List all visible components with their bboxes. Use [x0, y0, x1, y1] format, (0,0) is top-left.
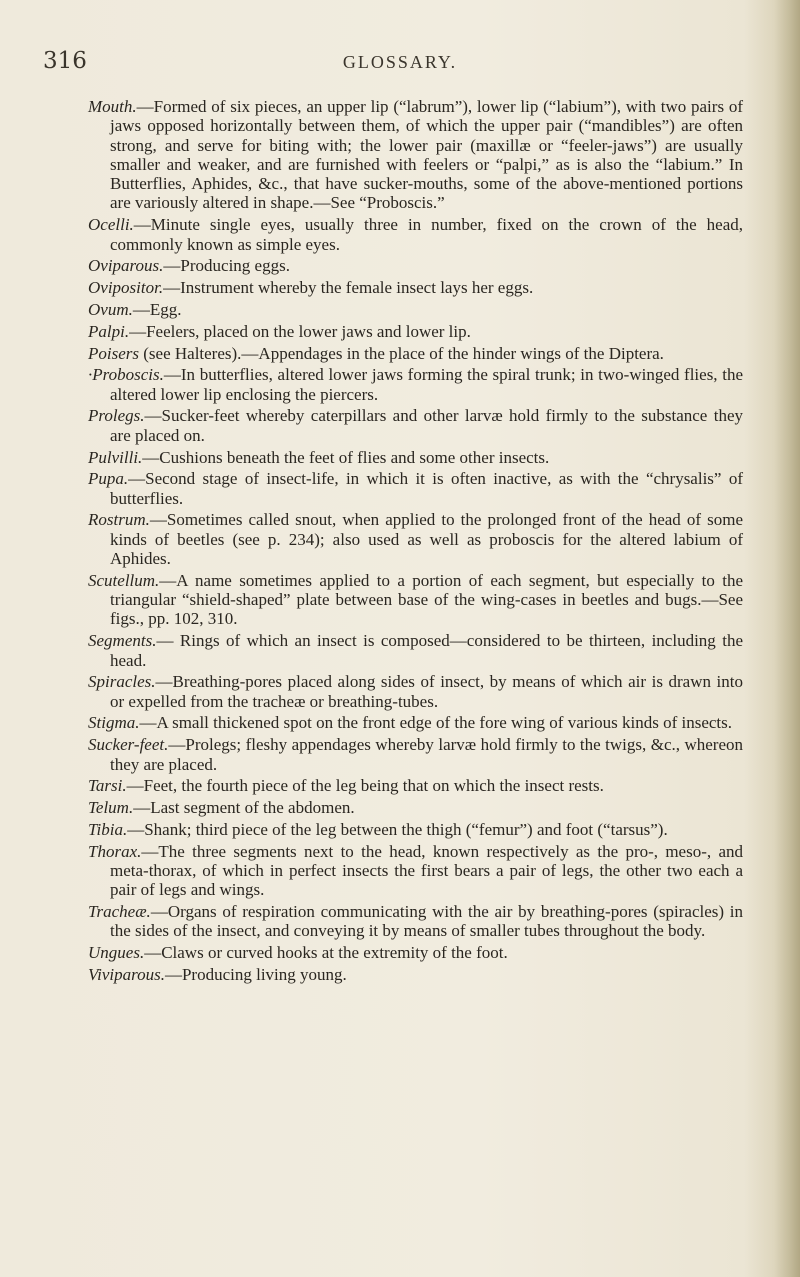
- glossary-entry: [88, 735, 743, 774]
- glossary-definition: (see Halteres).—Appendages in the place of the hinder wings of the Diptera.: [139, 343, 664, 363]
- glossary-definition: —Producing living young.: [164, 964, 347, 984]
- glossary-term: Tibia.: [88, 819, 128, 839]
- glossary-definition: —Minute single eyes, usually three in number, fixed on the crown of the head, commonly known as simple eyes.: [110, 215, 743, 254]
- glossary-entry: [88, 798, 743, 817]
- glossary-entry: [88, 842, 743, 900]
- glossary-definition: —Instrument whereby the female insect lays her eggs.: [163, 278, 534, 298]
- glossary-definition: —In butterflies, altered lower jaws forming the spiral trunk; in two-winged flies, the altered lower lip enclosing the piercers.: [110, 365, 743, 404]
- glossary-entry: [88, 631, 743, 670]
- glossary-definition: —Claws or curved hooks at the extremity of the foot.: [144, 943, 508, 963]
- glossary-definition: —Prolegs; fleshy appendages whereby larvæ hold firmly to the twigs, &c., whereon they are placed.: [110, 735, 743, 774]
- glossary-definition: —Breathing-pores placed along sides of insect, by means of which air is drawn into or expelled from the tracheæ or breathing-tubes.: [110, 672, 743, 711]
- glossary-entry: [88, 406, 743, 445]
- glossary-definition: —Second stage of insect-life, in which it is often inactive, as with the “chrysalis” of butterflies.: [110, 469, 743, 508]
- glossary-definition: —A small thickened spot on the front edge of the fore wing of various kinds of insects.: [139, 713, 733, 733]
- glossary-entry: [88, 965, 743, 984]
- glossary-definition: —Producing eggs.: [163, 256, 290, 276]
- glossary-term: Tracheæ.: [88, 902, 151, 922]
- glossary-term: Segments.: [88, 631, 157, 651]
- glossary-term: Viviparous.: [88, 964, 165, 984]
- glossary-definition: —Shank; third piece of the leg between the thigh (“femur”) and foot (“tarsus”).: [127, 819, 668, 839]
- glossary-entry: [88, 510, 743, 568]
- glossary-term: Palpi.: [88, 321, 130, 341]
- glossary-term: Spiracles.: [88, 672, 156, 692]
- glossary-definition: —Organs of respiration communicating with the air by breathing-pores (spiracles) in the sides of the insect, and conveying it by means of smaller tubes throughout the body.: [110, 902, 743, 941]
- glossary-definition: — Rings of which an insect is composed—considered to be thirteen, including the head.: [110, 631, 743, 670]
- glossary-term: Rostrum.: [88, 510, 150, 530]
- glossary-definition: —Formed of six pieces, an upper lip (“labrum”), lower lip (“labium”), with two pairs of jaws opposed horizontally between them, of which the upper pair (“mandibles”) are often strong, and serve for biting with; the lower pair (maxillæ or “feeler-jaws”) are usually smaller and weaker, and are furnished with feelers or “palpi,” as is also the “labium.” In Butterflies, Aphides, &c., that have sucker-mouths, some of the above-mentioned portions are variously altered in shape.—See “Proboscis.”: [110, 97, 743, 213]
- glossary-entry: [88, 215, 743, 254]
- glossary-entry: [88, 344, 743, 363]
- glossary-term: Stigma.: [88, 713, 140, 733]
- glossary-definition: —Feet, the fourth piece of the leg being that on which the insect rests.: [126, 776, 604, 796]
- glossary-entry: [88, 256, 743, 275]
- glossary-term: Thorax.: [88, 841, 142, 861]
- glossary-entry: [88, 820, 743, 839]
- glossary-term: Pulvilli.: [88, 447, 143, 467]
- glossary-term: Mouth.: [88, 97, 137, 116]
- glossary-entry: [88, 448, 743, 467]
- glossary-term: ·Proboscis.: [88, 365, 164, 385]
- glossary-definition: —Cushions beneath the feet of flies and some other insects.: [142, 447, 550, 467]
- glossary-entry: [88, 713, 743, 732]
- glossary-term: Oviparous.: [88, 256, 164, 276]
- glossary-term: Ocelli.: [88, 215, 134, 235]
- glossary-entry: [88, 322, 743, 341]
- glossary-term: Tarsi.: [88, 776, 127, 796]
- glossary-entry: [88, 776, 743, 795]
- running-title: GLOSSARY.: [342, 52, 458, 72]
- page-edge-shadow: [774, 0, 800, 1277]
- glossary-definition: —Last segment of the abdomen.: [133, 798, 355, 818]
- glossary-definition: —A name sometimes applied to a portion of each segment, but especially to the triangular “shield-shaped” plate between base of the wing-cases in beetles and bugs.—See figs., pp. 102, 310.: [110, 570, 743, 629]
- glossary-term: Pupa.: [88, 469, 129, 489]
- glossary-definition: —The three segments next to the head, known respectively as the pro-, meso-, and meta-thorax, of which in perfect insects the first bears a pair of legs, the other two each a pair of legs and wings.: [110, 841, 743, 900]
- glossary-entry: [88, 902, 743, 941]
- glossary-entry: [88, 300, 743, 319]
- glossary-definition: —Feelers, placed on the lower jaws and lower lip.: [129, 321, 471, 341]
- glossary-definition: —Egg.: [132, 299, 182, 319]
- glossary-entry: [88, 672, 743, 711]
- glossary-list: [88, 97, 743, 987]
- glossary-entry: [88, 469, 743, 508]
- glossary-term: Sucker-feet.: [88, 735, 169, 755]
- glossary-definition: —Sucker-feet whereby caterpillars and other larvæ hold firmly to the substance they are placed on.: [110, 406, 743, 445]
- glossary-entry: [88, 97, 743, 213]
- glossary-entry: [88, 571, 743, 629]
- glossary-term: Ungues.: [88, 943, 145, 963]
- glossary-term: Ovipositor.: [88, 278, 164, 298]
- glossary-term: Telum.: [88, 798, 134, 818]
- glossary-term: Prolegs.: [88, 406, 145, 426]
- glossary-entry: [88, 943, 743, 962]
- glossary-term: Ovum.: [88, 299, 133, 319]
- glossary-term: Poisers: [88, 343, 139, 363]
- glossary-definition: —Sometimes called snout, when applied to the prolonged front of the head of some kinds of beetles (see p. 234); also used as well as proboscis for the altered labium of Aphides.: [110, 510, 743, 569]
- glossary-entry: [88, 278, 743, 297]
- page-header: [0, 48, 800, 78]
- glossary-term: Scutellum.: [88, 570, 160, 590]
- glossary-entry: [88, 365, 743, 404]
- page-number: 316: [43, 48, 87, 74]
